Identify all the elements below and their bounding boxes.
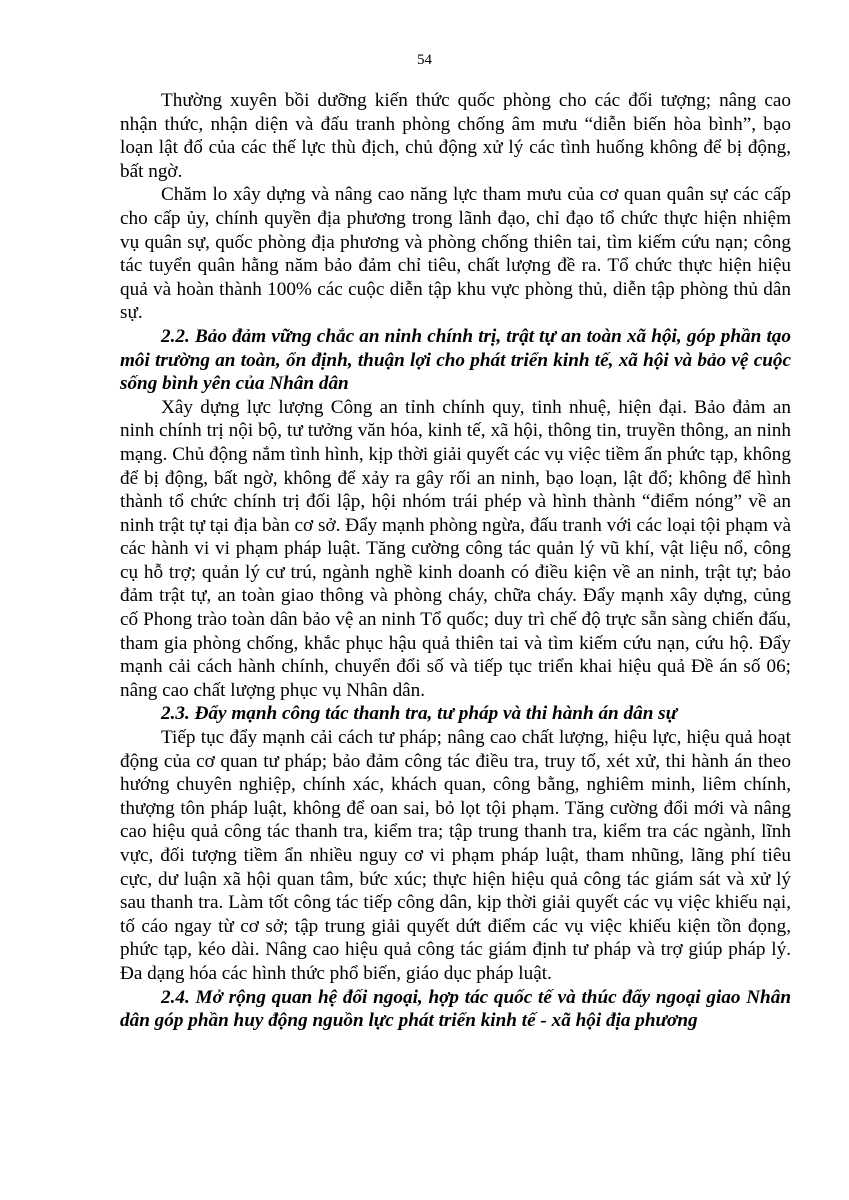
paragraph-military-advisory: Chăm lo xây dựng và nâng cao năng lực tham mưu của cơ quan quân sự các cấp cho cấp ủy, chính quyền địa phương trong lãnh đạo, chỉ đạo tổ chức thực hiện nhiệm vụ quân sự, quốc phòng địa phương và phòng chống thiên tai, tìm kiếm cứu nạn; công tác tuyển quân hằng năm bảo đảm chỉ tiêu, chất lượng đề ra. Tổ chức thực hiện hiệu quả và hoàn thành 100% các cuộc diễn tập khu vực phòng thủ, diễn tập phòng thủ dân sự. xyxy=(120,184,791,324)
paragraph-defense-training: Thường xuyên bồi dưỡng kiến thức quốc phòng cho các đối tượng; nâng cao nhận thức, nhận diện và đấu tranh phòng chống âm mưu “diễn biến hòa bình”, bạo loạn lật đổ của các thế lực thù địch, chủ động xử lý các tình huống không để bị động, bất ngờ. xyxy=(120,90,791,182)
section-heading-2-3: 2.3. Đẩy mạnh công tác thanh tra, tư pháp và thi hành án dân sự xyxy=(161,703,678,725)
section-heading-2-2: 2.2. Bảo đảm vững chắc an ninh chính trị, trật tự an toàn xã hội, góp phần tạo môi trường an toàn, ổn định, thuận lợi cho phát triển kinh tế, xã hội và bảo vệ cuộc sống bình yên của Nhân dân xyxy=(120,325,791,395)
page-number: 54 xyxy=(417,52,432,68)
section-heading-2-4: 2.4. Mở rộng quan hệ đối ngoại, hợp tác quốc tế và thúc đẩy ngoại giao Nhân dân góp phần huy động nguồn lực phát triển kinh tế - xã hội địa phương xyxy=(120,986,791,1032)
document-body xyxy=(120,89,791,1033)
paragraph-public-security: Xây dựng lực lượng Công an tỉnh chính quy, tinh nhuệ, hiện đại. Bảo đảm an ninh chính trị nội bộ, tư tưởng văn hóa, kinh tế, xã hội, thông tin, truyền thông, an ninh mạng. Chủ động nắm tình hình, kịp thời giải quyết các vụ việc tiềm ẩn phức tạp, không để bị động, bất ngờ, không để xảy ra gây rối an ninh, bạo loạn, lật đổ; không để hình thành tổ chức chính trị đối lập, hội nhóm trái phép và hình thành “điểm nóng” về an ninh trật tự tại địa bàn cơ sở. Đẩy mạnh phòng ngừa, đấu tranh với các loại tội phạm và các hành vi vi phạm pháp luật. Tăng cường công tác quản lý vũ khí, vật liệu nổ, công cụ hỗ trợ; quản lý cư trú, ngành nghề kinh doanh có điều kiện về an ninh, trật tự; bảo đảm trật tự, an toàn giao thông và phòng cháy, chữa cháy. Đẩy mạnh xây dựng, củng cố Phong trào toàn dân bảo vệ an ninh Tổ quốc; duy trì chế độ trực sẵn sàng chiến đấu, tham gia phòng chống, khắc phục hậu quả thiên tai và tìm kiếm cứu nạn, cứu hộ. Đẩy mạnh cải cách hành chính, chuyển đổi số và tiếp tục triển khai hiệu quả Đề án số 06; nâng cao chất lượng phục vụ Nhân dân. xyxy=(120,396,791,701)
paragraph-inspection-justice: Tiếp tục đẩy mạnh cải cách tư pháp; nâng cao chất lượng, hiệu lực, hiệu quả hoạt động của cơ quan tư pháp; bảo đảm công tác điều tra, truy tố, xét xử, thi hành án theo hướng chuyên nghiệp, chính xác, khách quan, công bằng, nghiêm minh, liêm chính, thượng tôn pháp luật, không để oan sai, bỏ lọt tội phạm. Tăng cường đổi mới và nâng cao hiệu quả công tác thanh tra, kiểm tra; tập trung thanh tra, kiểm tra các ngành, lĩnh vực, đối tượng tiềm ẩn nhiều nguy cơ vi phạm pháp luật, tham nhũng, lãng phí tiêu cực, dư luận xã hội quan tâm, bức xúc; thực hiện hiệu quả công tác giám sát và xử lý sau thanh tra. Làm tốt công tác tiếp công dân, kịp thời giải quyết các vụ việc khiếu nại, tố cáo ngay từ cơ sở; tập trung giải quyết dứt điểm các vụ việc khiếu kiện tồn đọng, phức tạp, kéo dài. Nâng cao hiệu quả công tác giám định tư pháp và trợ giúp pháp lý. Đa dạng hóa các hình thức phổ biến, giáo dục pháp luật. xyxy=(120,727,791,984)
